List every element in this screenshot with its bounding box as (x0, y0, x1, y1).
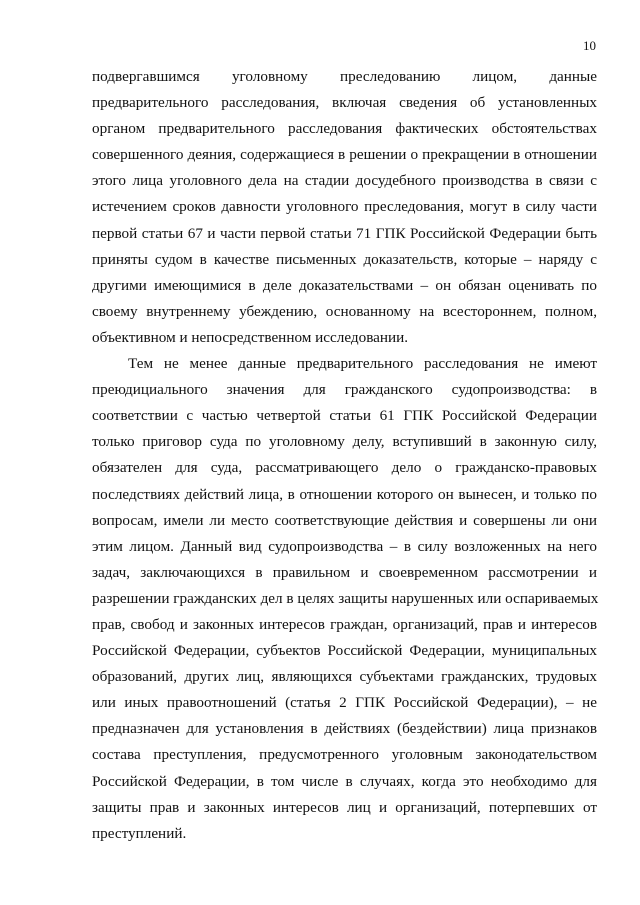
text-line: предварительного расследования, включая сведения об установленных (92, 94, 597, 112)
text-line: истечением сроков давности уголовного преследования, могут в силу части (92, 198, 597, 216)
text-line: органом предварительного расследования фактических обстоятельствах (92, 120, 597, 138)
text-line: или иных правоотношений (статья 2 ГПК Российской Федерации), – не (92, 694, 597, 712)
text-line: последствиях действий лица, в отношении которого он вынесен, и только по (92, 485, 597, 503)
text-line: своему внутреннему убеждению, основанному на всестороннем, полном, (92, 302, 597, 320)
text-line: только приговор суда по уголовному делу, вступивший в законную силу, (92, 433, 597, 451)
text-line: преюдициального значения для гражданского судопроизводства: в (92, 381, 597, 399)
paragraph (92, 351, 597, 847)
document-body (92, 64, 597, 847)
text-line: преступлений. (92, 824, 187, 842)
text-line: разрешении гражданских дел в целях защиты нарушенных или оспариваемых (92, 589, 599, 607)
text-line: объективном и непосредственном исследовании. (92, 328, 409, 346)
text-line: другими имеющимися в деле доказательствами – он обязан оценивать по (92, 276, 597, 294)
text-line: состава преступления, предусмотренного уголовным законодательством (92, 746, 597, 764)
text-line: совершенного деяния, содержащиеся в решении о прекращении в отношении (92, 146, 597, 164)
text-line: первой статьи 67 и части первой статьи 71 ГПК Российской Федерации быть (92, 224, 597, 242)
paragraph (92, 64, 597, 351)
text-line: соответствии с частью четвертой статьи 61 ГПК Российской Федерации (92, 407, 597, 425)
text-line: защиты прав и законных интересов лиц и организаций, потерпевших от (92, 798, 597, 816)
text-line: Российской Федерации, в том числе в случаях, когда это необходимо для (92, 772, 597, 790)
text-line: предназначен для установления в действиях (бездействии) лица признаков (92, 720, 597, 738)
text-line: Тем не менее данные предварительного расследования не имеют (128, 355, 597, 373)
text-line: приняты судом в качестве письменных доказательств, которые – наряду с (92, 250, 597, 268)
text-line: задач, заключающихся в правильном и своевременном рассмотрении и (92, 563, 597, 581)
text-line: образований, других лиц, являющихся субъектами гражданских, трудовых (92, 668, 597, 686)
text-line: обязателен для суда, рассматривающего дело о гражданско-правовых (92, 459, 597, 477)
text-line: вопросам, имели ли место соответствующие действия и совершены ли они (92, 511, 597, 529)
text-line: этого лица уголовного дела на стадии досудебного производства в связи с (92, 172, 597, 190)
page-number: 10 (583, 38, 596, 53)
text-line: подвергавшимся уголовному преследованию лицом, данные (92, 68, 597, 85)
text-line: этим лицом. Данный вид судопроизводства – в силу возложенных на него (92, 537, 597, 555)
text-line: прав, свобод и законных интересов граждан, организаций, прав и интересов (92, 615, 597, 633)
text-line: Российской Федерации, субъектов Российской Федерации, муниципальных (92, 642, 597, 660)
